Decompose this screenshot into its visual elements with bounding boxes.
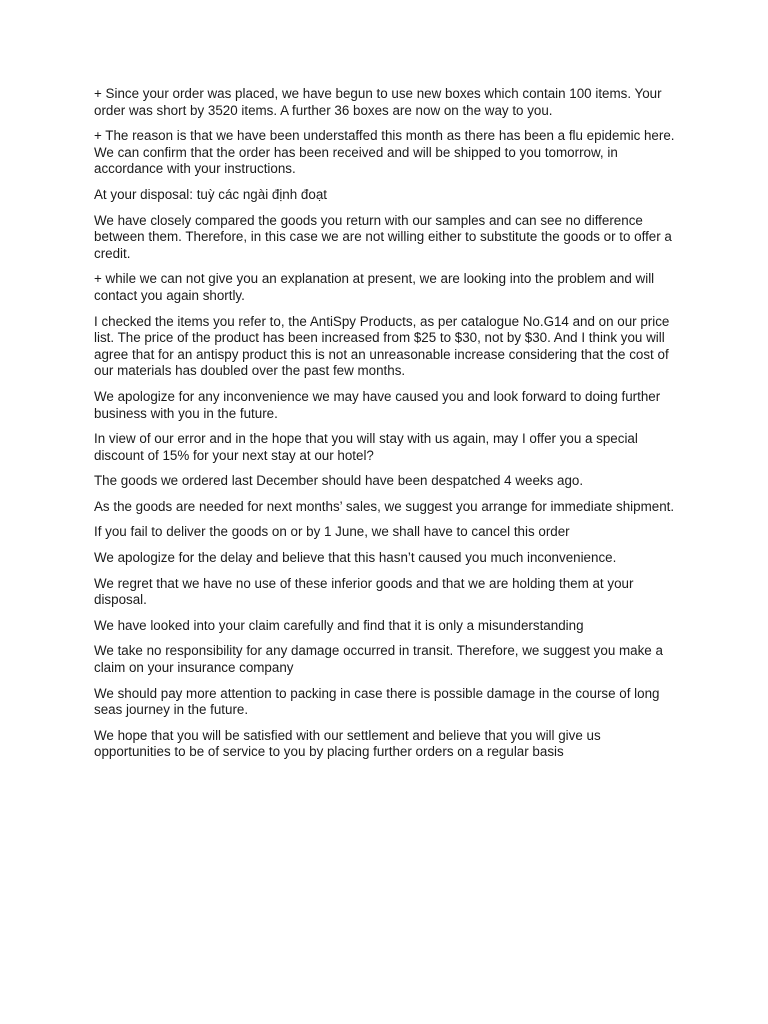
paragraph-16: We should pay more attention to packing in case there is possible damage in the course of long seas journey in the future. bbox=[94, 685, 660, 718]
paragraph-8: In view of our error and in the hope that you will stay with us again, may I offer you a special discount of 15% for your next stay at our hotel? bbox=[94, 431, 638, 463]
document-page bbox=[94, 86, 679, 770]
paragraph-12: We apologize for the delay and believe that this hasn’t caused you much inconvenience. bbox=[94, 550, 617, 566]
paragraph-10: As the goods are needed for next months’ sales, we suggest you arrange for immediate shipment. bbox=[94, 498, 675, 514]
paragraph-13: We regret that we have no use of these inferior goods and that we are holding them at your disposal. bbox=[94, 575, 634, 608]
paragraph-7: We apologize for any inconvenience we may have caused you and look forward to doing further business with you in the future. bbox=[94, 388, 661, 421]
paragraph-3: At your disposal: tuỳ các ngài định đoạt bbox=[94, 186, 327, 202]
paragraph-6: I checked the items you refer to, the AntiSpy Products, as per catalogue No.G14 and on our price list. The price of the product has been increased from $25 to $30, not by $30. And I think you will agree that for an antispy product this is not an unreasonable increase considering that the cost of our materials has doubled over the past few months. bbox=[94, 313, 670, 379]
paragraph-15: We take no responsibility for any damage occurred in transit. Therefore, we suggest you make a claim on your insurance company bbox=[94, 643, 663, 676]
paragraph-2: + The reason is that we have been understaffed this month as there has been a flu epidemic here. We can confirm that the order has been received and will be shipped to you tomorrow, in accordance with your instructions. bbox=[94, 128, 675, 177]
paragraph-4: We have closely compared the goods you return with our samples and can see no difference between them. Therefore, in this case we are not willing either to substitute the goods or to offer a credit. bbox=[94, 212, 672, 261]
paragraph-1: + Since your order was placed, we have begun to use new boxes which contain 100 items. Your order was short by 3520 items. A further 36 boxes are now on the way to you. bbox=[94, 86, 662, 118]
paragraph-11: If you fail to deliver the goods on or by 1 June, we shall have to cancel this order bbox=[94, 524, 570, 540]
paragraph-17: We hope that you will be satisfied with our settlement and believe that you will give us opportunities to be of service to you by placing further orders on a regular basis bbox=[94, 727, 601, 760]
paragraph-14: We have looked into your claim carefully and find that it is only a misunderstanding bbox=[94, 617, 584, 633]
paragraph-5: + while we can not give you an explanation at present, we are looking into the problem and will contact you again shortly. bbox=[94, 271, 655, 303]
paragraph-9: The goods we ordered last December should have been despatched 4 weeks ago. bbox=[94, 473, 584, 489]
